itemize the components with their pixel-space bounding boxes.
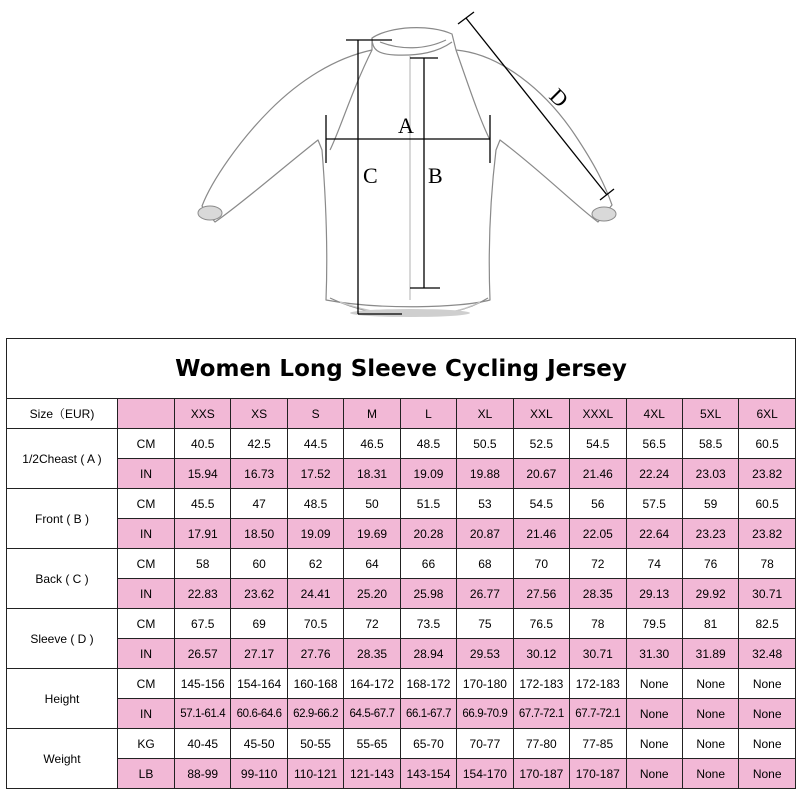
value-cell: 44.5 <box>287 429 343 459</box>
value-cell: 81 <box>682 609 738 639</box>
value-cell: 88-99 <box>175 759 231 789</box>
value-cell: 30.12 <box>513 639 569 669</box>
value-cell: None <box>626 729 682 759</box>
value-cell: 18.31 <box>344 459 400 489</box>
value-cell: 21.46 <box>513 519 569 549</box>
value-cell: 22.24 <box>626 459 682 489</box>
value-cell: 23.23 <box>682 519 738 549</box>
value-cell: 26.57 <box>175 639 231 669</box>
value-cell: 52.5 <box>513 429 569 459</box>
size-header-cell: M <box>344 399 400 429</box>
value-cell: 27.76 <box>287 639 343 669</box>
value-cell: 70 <box>513 549 569 579</box>
unit-cell: IN <box>118 699 175 729</box>
size-chart-table <box>6 338 796 789</box>
value-cell: 73.5 <box>400 609 456 639</box>
value-cell: 65-70 <box>400 729 456 759</box>
size-header-cell: XXXL <box>570 399 626 429</box>
value-cell: 66.9-70.9 <box>457 699 513 729</box>
value-cell: 56.5 <box>626 429 682 459</box>
table-row <box>7 489 796 519</box>
value-cell: 170-180 <box>457 669 513 699</box>
table-row <box>7 729 796 759</box>
value-cell: 64.5-67.7 <box>344 699 400 729</box>
measurement-label: Height <box>7 669 118 729</box>
value-cell: 27.17 <box>231 639 287 669</box>
value-cell: 99-110 <box>231 759 287 789</box>
value-cell: 53 <box>457 489 513 519</box>
value-cell: 45.5 <box>175 489 231 519</box>
value-cell: 23.82 <box>739 519 796 549</box>
unit-cell: CM <box>118 609 175 639</box>
value-cell: None <box>682 699 738 729</box>
value-cell: 30.71 <box>570 639 626 669</box>
value-cell: 168-172 <box>400 669 456 699</box>
value-cell: 51.5 <box>400 489 456 519</box>
value-cell: 29.92 <box>682 579 738 609</box>
value-cell: 22.83 <box>175 579 231 609</box>
measurement-label: 1/2Cheast ( A ) <box>7 429 118 489</box>
size-header-row <box>7 399 796 429</box>
label-c: C <box>363 163 378 188</box>
value-cell: None <box>739 759 796 789</box>
table-row <box>7 459 796 489</box>
size-header-cell: L <box>400 399 456 429</box>
value-cell: 46.5 <box>344 429 400 459</box>
value-cell: 50 <box>344 489 400 519</box>
value-cell: 170-187 <box>570 759 626 789</box>
value-cell: 172-183 <box>513 669 569 699</box>
unit-cell: CM <box>118 549 175 579</box>
table-row <box>7 429 796 459</box>
measurement-label: Back ( C ) <box>7 549 118 609</box>
value-cell: 72 <box>344 609 400 639</box>
value-cell: 164-172 <box>344 669 400 699</box>
value-cell: 160-168 <box>287 669 343 699</box>
value-cell: 40-45 <box>175 729 231 759</box>
value-cell: 170-187 <box>513 759 569 789</box>
label-b: B <box>428 163 443 188</box>
size-header-cell: XXL <box>513 399 569 429</box>
table-row <box>7 549 796 579</box>
jersey-outline <box>202 28 612 307</box>
table-title: Women Long Sleeve Cycling Jersey <box>7 339 796 399</box>
value-cell: 143-154 <box>400 759 456 789</box>
value-cell: 23.62 <box>231 579 287 609</box>
value-cell: 15.94 <box>175 459 231 489</box>
value-cell: 50.5 <box>457 429 513 459</box>
unit-cell: CM <box>118 429 175 459</box>
value-cell: 45-50 <box>231 729 287 759</box>
table-row <box>7 519 796 549</box>
value-cell: None <box>682 759 738 789</box>
value-cell: 19.88 <box>457 459 513 489</box>
value-cell: 70.5 <box>287 609 343 639</box>
value-cell: None <box>626 759 682 789</box>
unit-cell: CM <box>118 669 175 699</box>
value-cell: 30.71 <box>739 579 796 609</box>
value-cell: 54.5 <box>513 489 569 519</box>
size-header-cell: XXS <box>175 399 231 429</box>
value-cell: 17.52 <box>287 459 343 489</box>
value-cell: None <box>739 699 796 729</box>
value-cell: 68 <box>457 549 513 579</box>
jersey-measurement-diagram <box>0 0 801 330</box>
value-cell: 22.05 <box>570 519 626 549</box>
value-cell: 69 <box>231 609 287 639</box>
value-cell: 57.5 <box>626 489 682 519</box>
table-row <box>7 669 796 699</box>
value-cell: 75 <box>457 609 513 639</box>
value-cell: 66.1-67.7 <box>400 699 456 729</box>
size-header-cell: 5XL <box>682 399 738 429</box>
table-row <box>7 639 796 669</box>
value-cell: 58.5 <box>682 429 738 459</box>
measurement-label: Weight <box>7 729 118 789</box>
value-cell: 19.69 <box>344 519 400 549</box>
value-cell: 82.5 <box>739 609 796 639</box>
value-cell: 70-77 <box>457 729 513 759</box>
value-cell: 55-65 <box>344 729 400 759</box>
value-cell: 62.9-66.2 <box>287 699 343 729</box>
unit-cell: CM <box>118 489 175 519</box>
value-cell: 76 <box>682 549 738 579</box>
value-cell: 72 <box>570 549 626 579</box>
value-cell: 16.73 <box>231 459 287 489</box>
value-cell: 60.6-64.6 <box>231 699 287 729</box>
value-cell: 26.77 <box>457 579 513 609</box>
measurement-label: Front ( B ) <box>7 489 118 549</box>
unit-cell: KG <box>118 729 175 759</box>
value-cell: 121-143 <box>344 759 400 789</box>
unit-cell: IN <box>118 639 175 669</box>
value-cell: 54.5 <box>570 429 626 459</box>
table-row <box>7 579 796 609</box>
measurement-label: Sleeve ( D ) <box>7 609 118 669</box>
size-label: Size（EUR) <box>7 399 118 429</box>
size-header-cell: 4XL <box>626 399 682 429</box>
value-cell: 23.82 <box>739 459 796 489</box>
value-cell: 77-85 <box>570 729 626 759</box>
value-cell: 56 <box>570 489 626 519</box>
value-cell: 25.98 <box>400 579 456 609</box>
value-cell: None <box>626 669 682 699</box>
value-cell: 21.46 <box>570 459 626 489</box>
value-cell: 31.89 <box>682 639 738 669</box>
value-cell: 154-164 <box>231 669 287 699</box>
value-cell: 58 <box>175 549 231 579</box>
value-cell: 60.5 <box>739 429 796 459</box>
value-cell: 47 <box>231 489 287 519</box>
value-cell: 60 <box>231 549 287 579</box>
value-cell: None <box>739 669 796 699</box>
value-cell: 22.64 <box>626 519 682 549</box>
table-row <box>7 609 796 639</box>
value-cell: 19.09 <box>400 459 456 489</box>
value-cell: 66 <box>400 549 456 579</box>
value-cell: 20.28 <box>400 519 456 549</box>
size-header-cell: XL <box>457 399 513 429</box>
value-cell: 28.35 <box>570 579 626 609</box>
size-header-cell: 6XL <box>739 399 796 429</box>
value-cell: 50-55 <box>287 729 343 759</box>
value-cell: 42.5 <box>231 429 287 459</box>
value-cell: 79.5 <box>626 609 682 639</box>
value-cell: 78 <box>570 609 626 639</box>
label-d: D <box>544 83 574 113</box>
label-a: A <box>398 113 414 138</box>
value-cell: 29.13 <box>626 579 682 609</box>
value-cell: 48.5 <box>400 429 456 459</box>
value-cell: 32.48 <box>739 639 796 669</box>
value-cell: 67.7-72.1 <box>570 699 626 729</box>
size-header-spacer <box>118 399 175 429</box>
value-cell: 20.87 <box>457 519 513 549</box>
value-cell: 67.7-72.1 <box>513 699 569 729</box>
value-cell: None <box>626 699 682 729</box>
value-cell: None <box>682 729 738 759</box>
value-cell: 110-121 <box>287 759 343 789</box>
value-cell: 18.50 <box>231 519 287 549</box>
value-cell: 23.03 <box>682 459 738 489</box>
size-header-cell: S <box>287 399 343 429</box>
value-cell: None <box>739 729 796 759</box>
unit-cell: LB <box>118 759 175 789</box>
value-cell: 29.53 <box>457 639 513 669</box>
size-header-cell: XS <box>231 399 287 429</box>
value-cell: 77-80 <box>513 729 569 759</box>
value-cell: 78 <box>739 549 796 579</box>
value-cell: 62 <box>287 549 343 579</box>
value-cell: 172-183 <box>570 669 626 699</box>
unit-cell: IN <box>118 579 175 609</box>
value-cell: None <box>682 669 738 699</box>
value-cell: 154-170 <box>457 759 513 789</box>
value-cell: 76.5 <box>513 609 569 639</box>
value-cell: 64 <box>344 549 400 579</box>
value-cell: 28.35 <box>344 639 400 669</box>
value-cell: 57.1-61.4 <box>175 699 231 729</box>
unit-cell: IN <box>118 459 175 489</box>
value-cell: 28.94 <box>400 639 456 669</box>
value-cell: 74 <box>626 549 682 579</box>
table-row <box>7 699 796 729</box>
value-cell: 67.5 <box>175 609 231 639</box>
value-cell: 24.41 <box>287 579 343 609</box>
right-cuff <box>592 207 616 221</box>
value-cell: 40.5 <box>175 429 231 459</box>
left-cuff <box>198 206 222 220</box>
value-cell: 27.56 <box>513 579 569 609</box>
unit-cell: IN <box>118 519 175 549</box>
table-row <box>7 759 796 789</box>
value-cell: 17.91 <box>175 519 231 549</box>
value-cell: 31.30 <box>626 639 682 669</box>
value-cell: 25.20 <box>344 579 400 609</box>
value-cell: 145-156 <box>175 669 231 699</box>
value-cell: 19.09 <box>287 519 343 549</box>
value-cell: 20.67 <box>513 459 569 489</box>
value-cell: 59 <box>682 489 738 519</box>
value-cell: 60.5 <box>739 489 796 519</box>
value-cell: 48.5 <box>287 489 343 519</box>
